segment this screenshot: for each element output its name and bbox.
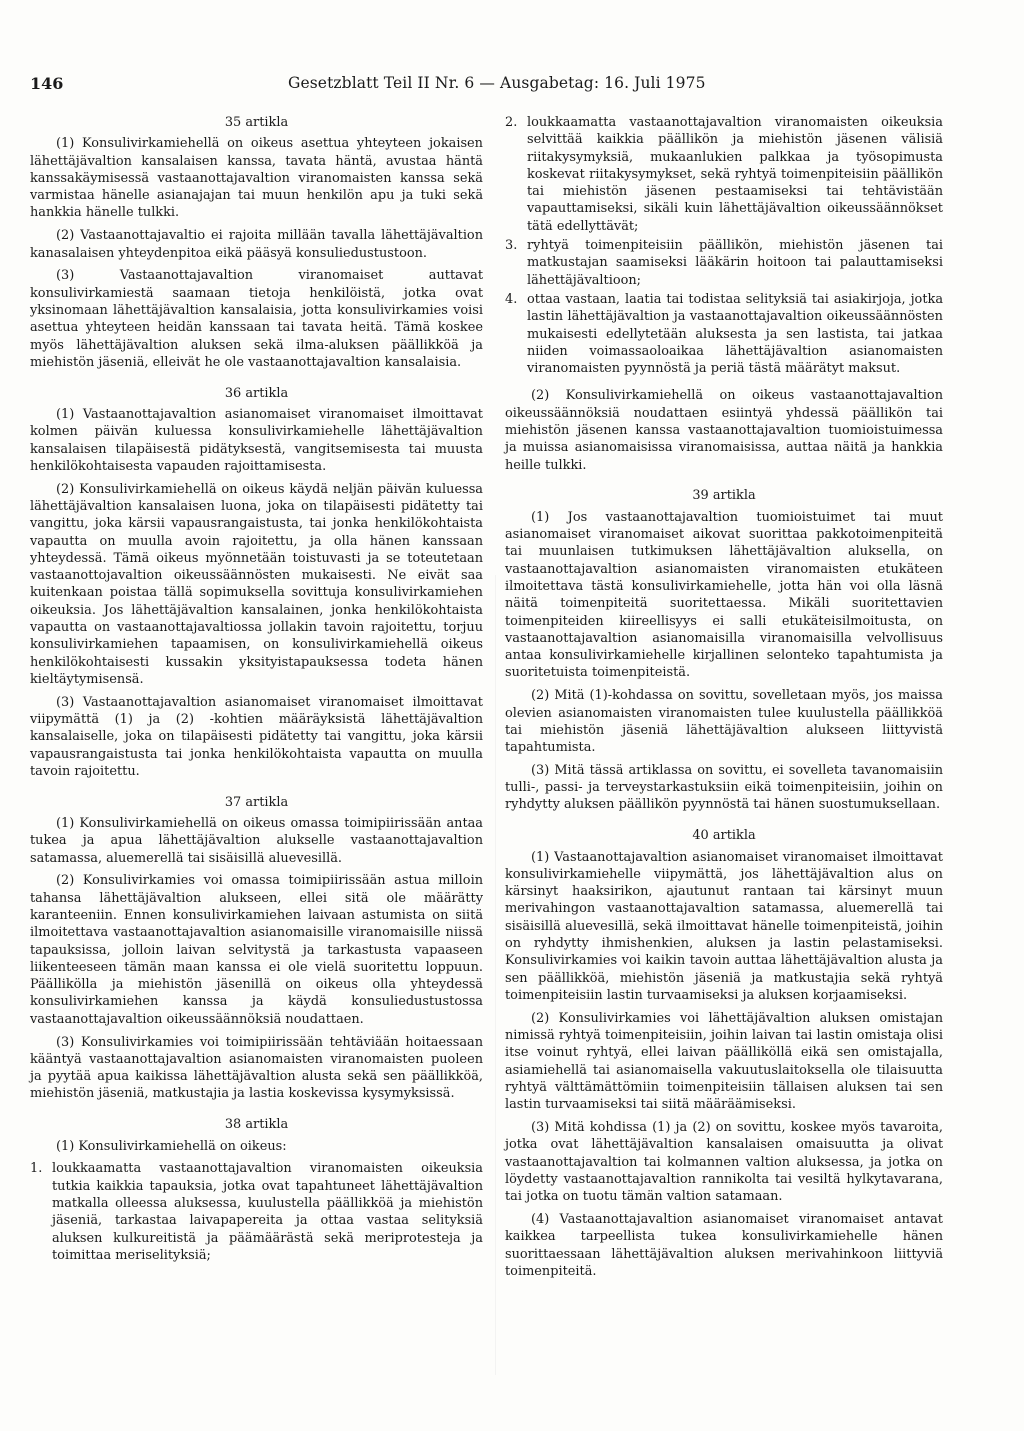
paragraph: (1) Jos vastaanottajavaltion tuomioistuimet tai muut asianomaiset viranomaiset aikovat suorittaa pakkotoimenpiteitä tai muunlaisen tutkimuksen lähettäjävaltion aluksella, on vastaanottajavaltion asianomaisten viranomaisten etukäteen ilmoitettava tästä konsulivirkamiehelle, jotta hän voi olla läsnä näitä toimenpiteitä suoritettaessa. Mikäli suoritettavien toimenpiteiden kiireellisyys ei salli etukäteisilmoitusta, on vastaanottajavaltion asianomaisilla viranomaisilla velvollisuus antaa konsulivirkamiehelle kirjallinen selonteko tapahtumista ja suoritetuista toimenpiteistä. [505, 509, 943, 681]
paragraph: (1) Vastaanottajavaltion asianomaiset viranomaiset ilmoittavat kolmen päivän kuluessa konsulivirkamiehelle lähettäjävaltion kansalaisen tilapäisestä pidätyksestä, vangitsemisesta tai muusta henkilökohtaisesta vapauden rajoittamisesta. [30, 406, 483, 474]
list-item [505, 114, 943, 235]
paragraph: (3) Konsulivirkamies voi toimipiirissään tehtäviään hoitaessaan kääntyä vastaanottajavaltion asianomaisten viranomaisten puoleen ja pyytää apua kaikissa lähettäjävaltion alusta sekä sen päällikköä, miehistön jäseniä, matkustajia ja lastia koskevissa kysymyksissä. [30, 1034, 483, 1102]
paragraph: (2) Vastaanottajavaltio ei rajoita millään tavalla lähettäjävaltion kanasalaisen yhteydenpitoa eikä pääsyä konsuliedustustoon. [30, 228, 483, 261]
paragraph: (1) Konsulivirkamiehellä on oikeus asettua yhteyteen jokaisen lähettäjävaltion kansalaisen kanssa, tavata häntä, avustaa häntä kanssakäymisessä vastaanottajavaltion viranomaisten kanssa sekä varmistaa hänelle asianajajan tai muun henkilön apu ja tuki sekä hankkia hänelle tulkki. [30, 136, 483, 221]
list-text: ottaa vastaan, laatia tai todistaa selityksiä tai asiakirjoja, jotka lastin lähettäjävaltion ja vastaanottajavaltion oikeussäännösten mukaisesti edellytetään aluksesta ja sen lastista, tai jatkaa niiden voimassaoloaikaa lähettäjävaltion asianomaisten viranomaisten pyynnöstä ja periä tästä määrätyt maksut. [527, 291, 943, 377]
paragraph: (3) Mitä tässä artiklassa on sovittu, ei sovelleta tavanomaisiin tulli-, passi- ja terveystarkastuksiin eikä toimenpiteisiin, joihin on ryhdytty aluksen päällikön pyynnöstä tai hänen suostumuksellaan. [505, 762, 943, 813]
article-title: 38 artikla [224, 1117, 289, 1133]
list-item [505, 291, 943, 377]
article-39 [505, 487, 943, 813]
list-text: loukkaamatta vastaanottajavaltion viranomaisten oikeuksia tutkia kaikkia tapauksia, jotka ovat tapahtuneet lähettäjävaltion matkalla olleessa aluksessa, kuulustella päällikköä ja miehistön jäseniä, tarkastaa laivapapereita ja ottaa vastaa selityksiä aluksen kulkureitistä ja päämäärästä sekä meriprotesteja ja toimittaa meriselityksiä; [52, 1161, 483, 1263]
left-column [30, 114, 483, 1266]
article-title: 39 artikla [692, 488, 756, 504]
right-column [505, 114, 943, 1286]
list-number: 1. [30, 1161, 43, 1177]
paragraph: (2) Konsulivirkamies voi omassa toimipiirissään astua milloin tahansa lähettäjävaltion alukseen, ellei sitä ole määrätty karanteeniin. Ennen konsulivirkamiehen laivaan astumista on siitä ilmoitettava vastaanottajavaltion asianomaisille viranomaisille niissä tapauksissa, jolloin laivan selvitystä ja tarkastusta vapaaseen liikenteeseen tämän maan kanssa ei ole vielä suoritettu loppuun. Päällikölla ja miehistön jäsenillä on oikeus olla yhteydessä konsulivirkamiehen kanssa ja käydä konsuliedustustossa vastaanottajavaltion oikeussäännöksiä noudattaen. [30, 873, 483, 1027]
paragraph: (1) Vastaanottajavaltion asianomaiset viranomaiset ilmoittavat konsulivirkamiehelle viipymättä, jos lähettäjävaltion alus on kärsinyt haaksirikon, ajautunut rantaan tai kärsinyt muun merivahingon vastaanottajavaltion satamassa, aluemerellä tai sisäisillä aluevesillä, sekä ilmoittavat hänelle toimenpiteistä, joihin on ryhdytty ihmishenkien, aluksen ja lastin pelastamiseksi. Konsulivirkamies voi kaikin tavoin auttaa lähettäjävaltion alusta ja sen päällikköä, miehistön jäseniä ja matkustajia sekä ryhtyä toimenpiteisiin lastin turvaamiseksi ja aluksen korjaamiseksi. [505, 849, 943, 1003]
page-number: 146 [30, 74, 64, 93]
article-37 [30, 794, 483, 1103]
article-title: 40 artikla [692, 828, 756, 844]
article-title: 36 artikla [224, 385, 289, 401]
paragraph: (2) Mitä (1)-kohdassa on sovittu, sovelletaan myös, jos maissa olevien asianomaisten viranomaisten tulee kuulustella päällikköä tai miehistön jäseniä lähettäjävaltion alukseen liittyvistä tapahtumista. [505, 688, 943, 756]
list-number: 2. [505, 115, 518, 130]
paragraph: (3) Vastaanottajavaltion viranomaiset auttavat konsulivirkamiestä saamaan tietoja henkilöistä, jotka ovat yksinomaan lähettäjävaltion kansalaisia, jotta konsulivirkamies voisi asettua yhteyteen heidän kanssaan tai tavata heitä. Tämä koskee myös lähettäjävaltion aluksen sekä ilma-aluksen päällikköä ja miehistön jäseniä, elleivät he ole vastaanottajavaltion kansalaisia. [30, 268, 483, 370]
article-title: 37 artikla [224, 794, 289, 810]
article-35 [30, 114, 483, 371]
paragraph: (2) Konsulivirkamiehellä on oikeus käydä neljän päivän kuluessa lähettäjävaltion kansalaisen luona, joka on tilapäisesti pidätetty tai vangittu, joka kärsii vapausrangaistusta, tai jonka henkilökohtaista vapautta on muulla avoin rajoitettu, ja olla hänen kanssaan yhteydessä. Tämä oikeus myönnetään toistuvasti ja se toteutetaan vastaanottojavaltion oikeussäännösten mukaisesti. Ne eivät saa kuitenkaan poistaa tällä sopimuksella sovittuja konsulivirkamiehen oikeuksia. Jos lähettäjävaltion kansalainen, jonka henkilökohtaista vapautta on vastaanottajavaltiossa jollakin tavoin rajoitettu, torjuu konsulivirkamiehen tapaamisen, on konsulivirkamiehellä oikeus henkilökohtaisesti kussakin yksityistapauksessa todeta hänen kieltäytymisensä. [30, 481, 483, 687]
list-item [505, 237, 943, 289]
list-item [30, 1160, 483, 1264]
running-title: Gesetzblatt Teil II Nr. 6 — Ausgabetag: 16. Juli 1975 [288, 74, 706, 92]
list-text: loukkaamatta vastaanottajavaltion viranomaisten oikeuksia selvittää kaikkia päällikön ja miehistön jäsenen välisiä riitakysymyksiä, mukaanlukien palkkaa ja työsopimusta koskevat riitakysymykset, sekä ryhtyä toimenpiteisiin päällikön tai miehistön jäsenen pestaamiseksi tai tehtävistään vapauttamiseksi, sikäli kuin lähettäjävaltion oikeussäännökset tätä edellyttävät; [527, 115, 943, 234]
article-title: 35 artikla [224, 115, 289, 130]
article-40 [505, 827, 943, 1280]
paragraph: (3) Vastaanottajavaltion asianomaiset viranomaiset ilmoittavat viipymättä (1) ja (2) -kohtien määräyksistä lähettäjävaltion kansalaiselle, joka on tilapäisesti pidätetty tai vangittu, joka kärsii vapausrangaistusta tai jonka henkilökohtaista vapautta on muulla tavoin rajoitettu. [30, 694, 483, 779]
article-38-continued [505, 114, 943, 474]
article-38 [30, 1116, 483, 1264]
paragraph: (1) Konsulivirkamiehellä on oikeus omassa toimipiirissään antaa tukea ja apua lähettäjävaltion alukselle vastaanottajavaltion satamassa, aluemerellä tai sisäisillä aluevesillä. [30, 815, 483, 866]
list-number: 4. [505, 291, 518, 307]
paragraph: (3) Mitä kohdissa (1) ja (2) on sovittu, koskee myös tavaroita, jotka ovat lähettäjävaltion kansalaisen omaisuutta ja olivat vastaanottajavaltion tai kolmannen valtion aluksessa, ja jotka on löydetty vastaanottajavaltion rannikolta tai vesiltä hylkytavarana, tai jotka on tuotu tämän valtion satamaan. [505, 1120, 943, 1205]
column-divider [495, 575, 496, 1375]
list-text: ryhtyä toimenpiteisiin päällikön, miehistön jäsenen tai matkustajan saamiseksi lääkärin hoitoon tai palauttamiseksi lähettäjävaltioon; [527, 238, 943, 288]
page-header [30, 74, 960, 98]
paragraph: (1) Konsulivirkamiehellä on oikeus: [56, 1138, 287, 1154]
paragraph: (4) Vastaanottajavaltion asianomaiset viranomaiset antavat kaikkea tarpeellista tukea konsulivirkamiehelle hänen suorittaessaan lähettäjävaltion aluksen merivahinkoon liittyviä toimenpiteitä. [505, 1212, 943, 1279]
paragraph: (2) Konsulivirkamies voi lähettäjävaltion aluksen omistajan nimissä ryhtyä toimenpiteisiin, joihin laivan tai lastin omistaja olisi itse voinut ryhtyä, ellei laivan päälliköllä eikä sen omistajalla, asiamiehellä tai asianomaisella vakuutuslaitoksella ole tilaisuutta ryhtyä välttämättömiin toimenpiteisiin tällaisen aluksen tai sen lastin turvaamiseksi tai siitä määräämiseksi. [505, 1010, 943, 1113]
numbered-list [505, 114, 943, 377]
list-number: 3. [505, 238, 518, 254]
paragraph: (2) Konsulivirkamiehellä on oikeus vastaanottajavaltion oikeussäännöksiä noudattaen esiintyä yhdessä päällikön tai miehistön jäsenen kanssa vastaanottajavaltion tuomioistuimessa ja muissa asianomaisissa viranomaisissa, auttaa näitä ja hankkia heille tulkki. [505, 388, 943, 473]
article-36 [30, 385, 483, 781]
numbered-list [30, 1160, 483, 1264]
